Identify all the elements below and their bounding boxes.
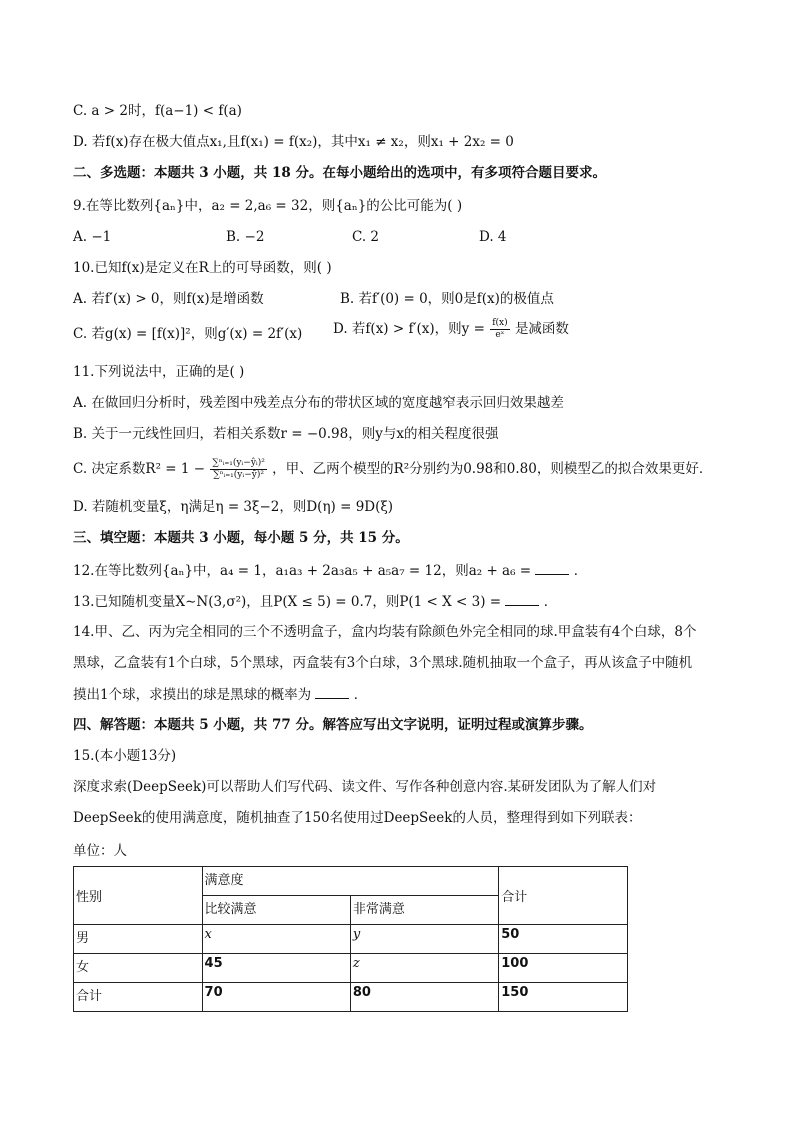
q8-option-c: C. a > 2时，f(a−1) < f(a): [73, 103, 242, 119]
q14-line-2: 黑球，乙盒装有1个白球，5个黑球，丙盒装有3个白球，3个黑球.随机抽取一个盒子，再从该盒子中随机: [73, 655, 693, 671]
q11-c-denominator: ∑ⁿᵢ₌₁(yᵢ−ȳ)²: [213, 470, 264, 480]
q9-option-a: A. −1: [73, 229, 112, 245]
section-4-heading: 四、解答题：本题共 5 小题，共 77 分。解答应写出文字说明，证明过程或演算步骤。: [73, 717, 593, 733]
row-label: 女: [74, 954, 203, 983]
cell-value: 45: [202, 954, 350, 983]
cell-value: y: [350, 925, 498, 954]
q14-line-3: [73, 684, 367, 705]
q9-option-c: C. 2: [352, 229, 380, 245]
table-header-row: [74, 867, 628, 896]
cell-total: 50: [499, 925, 628, 954]
cell-total: 150: [499, 983, 628, 1012]
q10-d-denominator: eˣ: [495, 330, 505, 340]
q8-option-d: D. 若f(x)存在极大值点x₁,且f(x₁) = f(x₂)，其中x₁ ≠ x₂，则x₁ + 2x₂ = 0: [73, 134, 514, 150]
q11-c-suffix: ，甲、乙两个模型的R²分别约为0.98和0.80，则模型乙的拟合效果更好．: [272, 461, 713, 477]
q11-option-b: B. 关于一元线性回归，若相关系数r = −0.98，则y与x的相关程度很强: [73, 426, 499, 442]
row-label: 男: [74, 925, 203, 954]
table-unit: 单位：人: [73, 843, 127, 859]
cell-value: x: [202, 925, 350, 954]
q11-c-fraction: [210, 458, 266, 481]
q10-option-b: B. 若f′(0) = 0，则0是f(x)的极值点: [340, 291, 554, 307]
cell-value: z: [350, 954, 498, 983]
q9-stem: 9.在等比数列{aₙ}中，a₂ = 2,a₆ = 32，则{aₙ}的公比可能为( ): [73, 198, 463, 214]
q13-stem: [73, 591, 557, 612]
header-total: 合计: [499, 867, 628, 925]
header-very-satisfied: 非常满意: [350, 896, 498, 925]
q11-c-numerator: ∑ⁿᵢ₌₁(yᵢ−ŷᵢ)²: [212, 458, 265, 468]
q14-text: 摸出1个球，求摸出的球是黑球的概率为: [73, 687, 312, 703]
q15-paragraph-2: DeepSeek的使用满意度，随机抽查了150名使用过DeepSeek的人员，整理得到如下列联表：: [73, 810, 642, 826]
q10-d-numerator: f(x): [492, 318, 508, 328]
header-somewhat-satisfied: 比较满意: [202, 896, 350, 925]
q14-line-1: 14.甲、乙、丙为完全相同的三个不透明盒子，盒内均装有除颜色外完全相同的球.甲盒装有4个白球，8个: [73, 624, 697, 640]
cell-total: 100: [499, 954, 628, 983]
q11-option-c: [73, 458, 712, 481]
header-satisfaction: 满意度: [202, 867, 499, 896]
table-row: [74, 983, 628, 1012]
q10-option-c: C. 若g(x) = [f(x)]²，则g′(x) = 2f′(x): [73, 326, 303, 342]
q14-answer-blank[interactable]: [315, 684, 349, 699]
q10-stem: 10.已知f(x)是定义在R上的可导函数，则( ): [73, 260, 332, 276]
q13-text: 13.已知随机变量X∼N(3,σ²)，且P(X ≤ 5) = 0.7，则P(1 < X < 3) =: [73, 594, 502, 610]
q12-text: 12.在等比数列{aₙ}中，a₄ = 1，a₁a₃ + 2a₃a₅ + a₅a₇ = 12，则a₂ + a₆ =: [73, 563, 532, 579]
q10-d-suffix: 是减函数: [514, 321, 569, 337]
row-label: 合计: [74, 983, 203, 1012]
q9-option-d: D. 4: [479, 229, 507, 245]
q10-option-a: A. 若f′(x) > 0，则f(x)是增函数: [73, 291, 264, 307]
header-gender: 性别: [74, 867, 203, 925]
q12-end: ．: [573, 563, 588, 579]
section-3-heading: 三、填空题：本题共 3 小题，每小题 5 分，共 15 分。: [73, 530, 409, 546]
q14-end: ．: [353, 687, 368, 703]
q10-d-prefix: D. 若f(x) > f′(x)，则y =: [333, 321, 485, 337]
q10-option-d: [333, 318, 569, 341]
q12-answer-blank[interactable]: [535, 560, 569, 575]
q13-end: ．: [543, 594, 558, 610]
q15-paragraph-1: 深度求索(DeepSeek)可以帮助人们写代码、读文件、写作各种创意内容.某研发团队为了解人们对: [73, 779, 657, 795]
q11-option-d: D. 若随机变量ξ，η满足η = 3ξ−2，则D(η) = 9D(ξ): [73, 499, 394, 515]
q15-heading: 15.(本小题13分): [73, 748, 177, 764]
q12-stem: [73, 560, 587, 581]
contingency-table: [73, 866, 628, 1012]
section-2-heading: 二、多选题：本题共 3 小题，共 18 分。在每小题给出的选项中，有多项符合题目要求。: [73, 165, 606, 181]
q11-option-a: A. 在做回归分析时，残差图中残差点分布的带状区域的宽度越窄表示回归效果越差: [73, 395, 564, 411]
q13-answer-blank[interactable]: [505, 591, 539, 606]
q11-stem: 11.下列说法中，正确的是( ): [73, 364, 245, 380]
cell-value: 70: [202, 983, 350, 1012]
table-row: [74, 954, 628, 983]
q11-c-prefix: C. 决定系数R² = 1 −: [73, 461, 206, 477]
q9-option-b: B. −2: [226, 229, 265, 245]
cell-value: 80: [350, 983, 498, 1012]
q10-d-fraction: [490, 318, 509, 341]
table-row: [74, 925, 628, 954]
